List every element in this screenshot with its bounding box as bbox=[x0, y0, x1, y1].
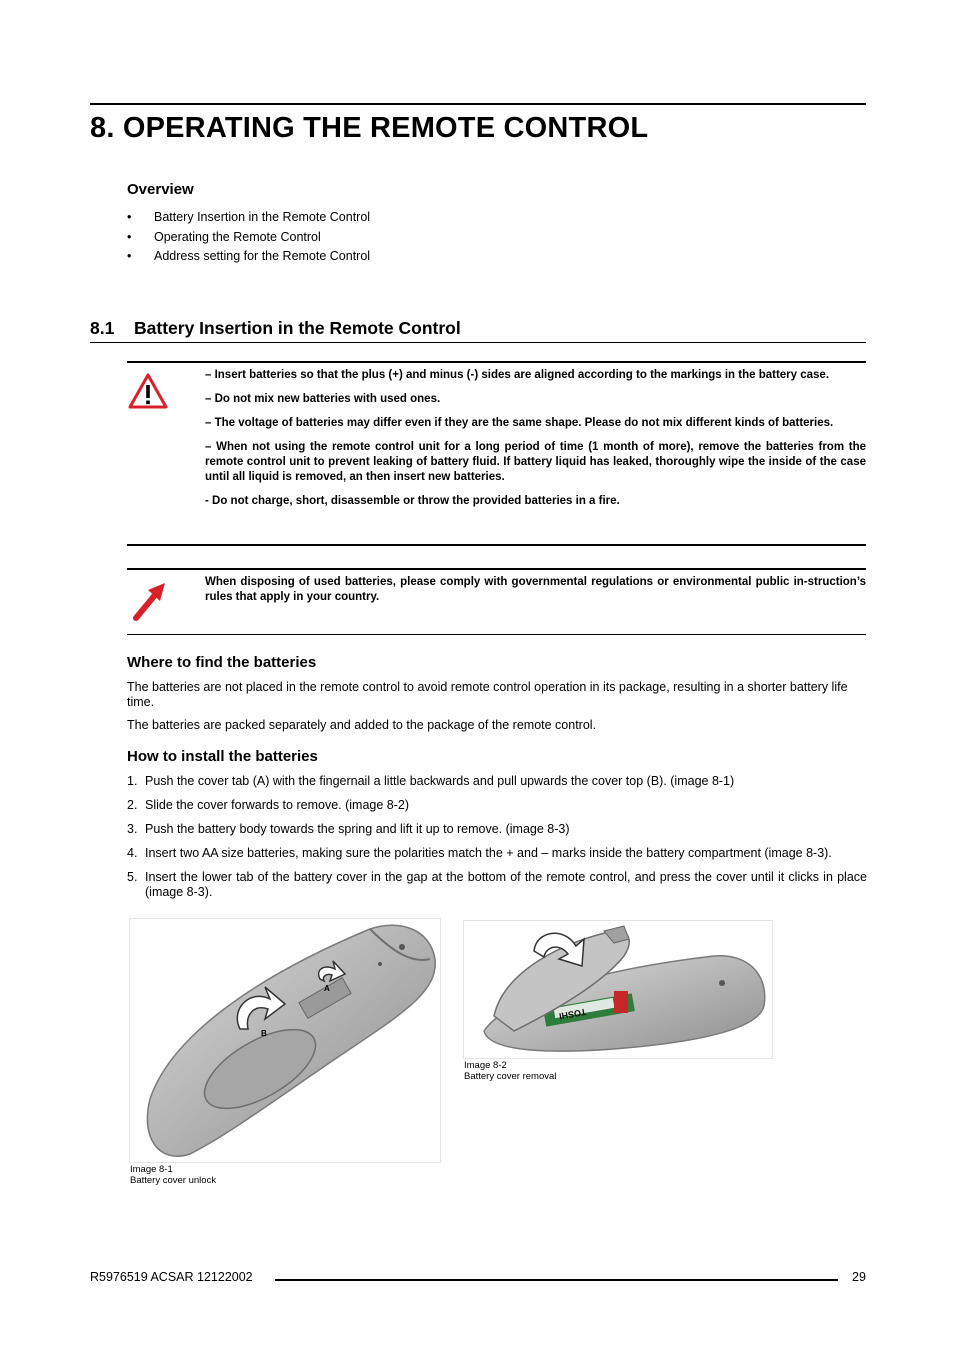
section-number: 8.1 bbox=[90, 318, 115, 338]
step-text: Insert two AA size batteries, making sure the polarities match the + and – marks inside the battery compartment (image 8-3). bbox=[145, 846, 832, 860]
image-8-2-label: Image 8-2 bbox=[464, 1060, 507, 1071]
overview-item: • Address setting for the Remote Control bbox=[127, 249, 370, 269]
warning-triangle-icon bbox=[128, 373, 168, 409]
where-paragraph-1: The batteries are not placed in the remote control to avoid remote control operation in its package, resulting in a shorter battery life time. bbox=[127, 680, 848, 709]
caution-line: – The voltage of batteries may differ even if they are the same shape. Please do not mix different kinds of batteries. bbox=[205, 417, 834, 429]
step-number: 4. bbox=[127, 846, 138, 860]
page-number: 29 bbox=[852, 1270, 866, 1284]
step-number: 3. bbox=[127, 822, 138, 836]
image-8-1-label: Image 8-1 bbox=[130, 1164, 173, 1175]
step-text: Insert the lower tab of the battery cover in the gap at the bottom of the remote control, and press the cover until it clicks in place (image 8-3). bbox=[145, 870, 867, 899]
section-title: Battery Insertion in the Remote Control bbox=[134, 318, 461, 338]
caution-top-rule bbox=[127, 361, 866, 363]
caution-line: - Do not charge, short, disassemble or throw the provided batteries in a fire. bbox=[205, 495, 620, 507]
info-note-text: When disposing of used batteries, please comply with governmental regulations or environmental public in-struction’s rules that apply in your country. bbox=[205, 576, 866, 603]
install-step bbox=[127, 870, 867, 899]
footer-rule bbox=[275, 1279, 838, 1281]
where-paragraph-2: The batteries are packed separately and added to the package of the remote control. bbox=[127, 718, 597, 732]
how-heading: How to install the batteries bbox=[127, 748, 318, 765]
caution-line: – Do not mix new batteries with used ones. bbox=[205, 393, 441, 405]
image-8-2-caption: Battery cover removal bbox=[464, 1071, 557, 1082]
caution-line: – Insert batteries so that the plus (+) and minus (-) sides are aligned according to the markings in the battery case. bbox=[205, 369, 830, 381]
step-number: 5. bbox=[127, 870, 138, 884]
step-number: 1. bbox=[127, 774, 138, 788]
step-text: Push the battery body towards the spring and lift it up to remove. (image 8-3) bbox=[145, 822, 570, 836]
overview-item: • Operating the Remote Control bbox=[127, 230, 370, 250]
info-top-rule bbox=[127, 568, 866, 570]
overview-list bbox=[127, 210, 370, 269]
marker-a: A bbox=[324, 984, 330, 993]
install-steps bbox=[127, 774, 867, 909]
chapter-top-rule bbox=[90, 103, 866, 105]
step-text: Push the cover tab (A) with the fingernail a little backwards and pull upwards the cover top (B). (image 8-1) bbox=[145, 774, 735, 788]
image-8-1-caption: Battery cover unlock bbox=[130, 1175, 217, 1186]
battery-label: TOSHI bbox=[558, 1006, 588, 1022]
overview-item: • Battery Insertion in the Remote Control bbox=[127, 210, 370, 230]
marker-b: B bbox=[261, 1029, 267, 1038]
step-number: 2. bbox=[127, 798, 138, 812]
info-bottom-rule bbox=[127, 634, 866, 635]
install-step bbox=[127, 798, 867, 813]
overview-heading: Overview bbox=[127, 181, 194, 198]
where-heading: Where to find the batteries bbox=[127, 654, 317, 671]
install-step bbox=[127, 822, 867, 837]
image-battery-cover-removal bbox=[463, 920, 773, 1059]
install-step bbox=[127, 846, 867, 861]
image-battery-cover-unlock bbox=[129, 918, 441, 1163]
step-text: Slide the cover forwards to remove. (image 8-2) bbox=[145, 798, 409, 812]
footer-doc-id: R5976519 ACSAR 12122002 bbox=[90, 1270, 253, 1284]
section-rule bbox=[90, 342, 866, 343]
caution-text bbox=[205, 368, 866, 518]
caution-bottom-rule bbox=[127, 544, 866, 546]
chapter-title: 8. OPERATING THE REMOTE CONTROL bbox=[90, 112, 649, 144]
caution-line: – When not using the remote control unit for a long period of time (1 month of more), remove the batteries from the remote control unit to prevent leaking of battery fluid. If battery liquid has leaked, thoroughly wipe the inside of the case until all liquid is removed, an then insert new batteries. bbox=[205, 441, 866, 483]
install-step bbox=[127, 774, 867, 789]
red-arrow-icon bbox=[130, 580, 170, 622]
